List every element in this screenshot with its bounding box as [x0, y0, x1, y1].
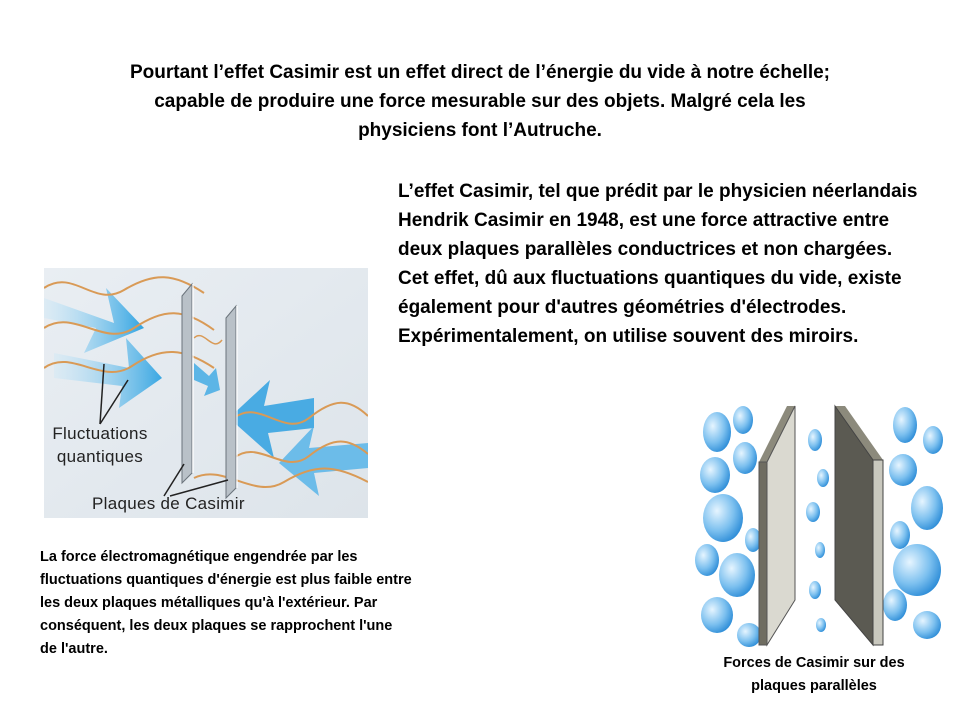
right-figure-caption: Forces de Casimir sur des plaques parallèles — [723, 655, 905, 694]
label-quantum-fluctuations: Fluctuations quantiques — [52, 424, 148, 466]
slide-title: Pourtant l’effet Casimir est un effet direct de l’énergie du vide à notre échelle; capable de produire une force mesurable sur des objets. Malgré cela les physiciens font l’Autruche. — [129, 62, 830, 141]
waves-plates-illustration — [44, 268, 368, 518]
casimir-bubbles-figure — [695, 400, 945, 650]
label-casimir-plates: Plaques de Casimir — [92, 494, 245, 513]
casimir-paragraph: L’effet Casimir, tel que prédit par le physicien néerlandais Hendrik Casimir en 1948, est une force attractive entre deux plaques parallèles conductrices et non chargées. Cet effet, dû aux fluctuations quantiques du vide, existe également pour d'autres géométries d'électrodes. Expérimentalement, on utilise souvent des miroirs. — [398, 181, 918, 347]
plates-bubbles-illustration — [695, 400, 945, 650]
casimir-waves-figure — [44, 268, 368, 518]
left-figure-caption: La force électromagnétique engendrée par les fluctuations quantiques d'énergie est plus faible entre les deux plaques métalliques qu'à l'extérieur. Par conséquent, les deux plaques se rapprochent l'une de l'autre. — [40, 549, 412, 657]
